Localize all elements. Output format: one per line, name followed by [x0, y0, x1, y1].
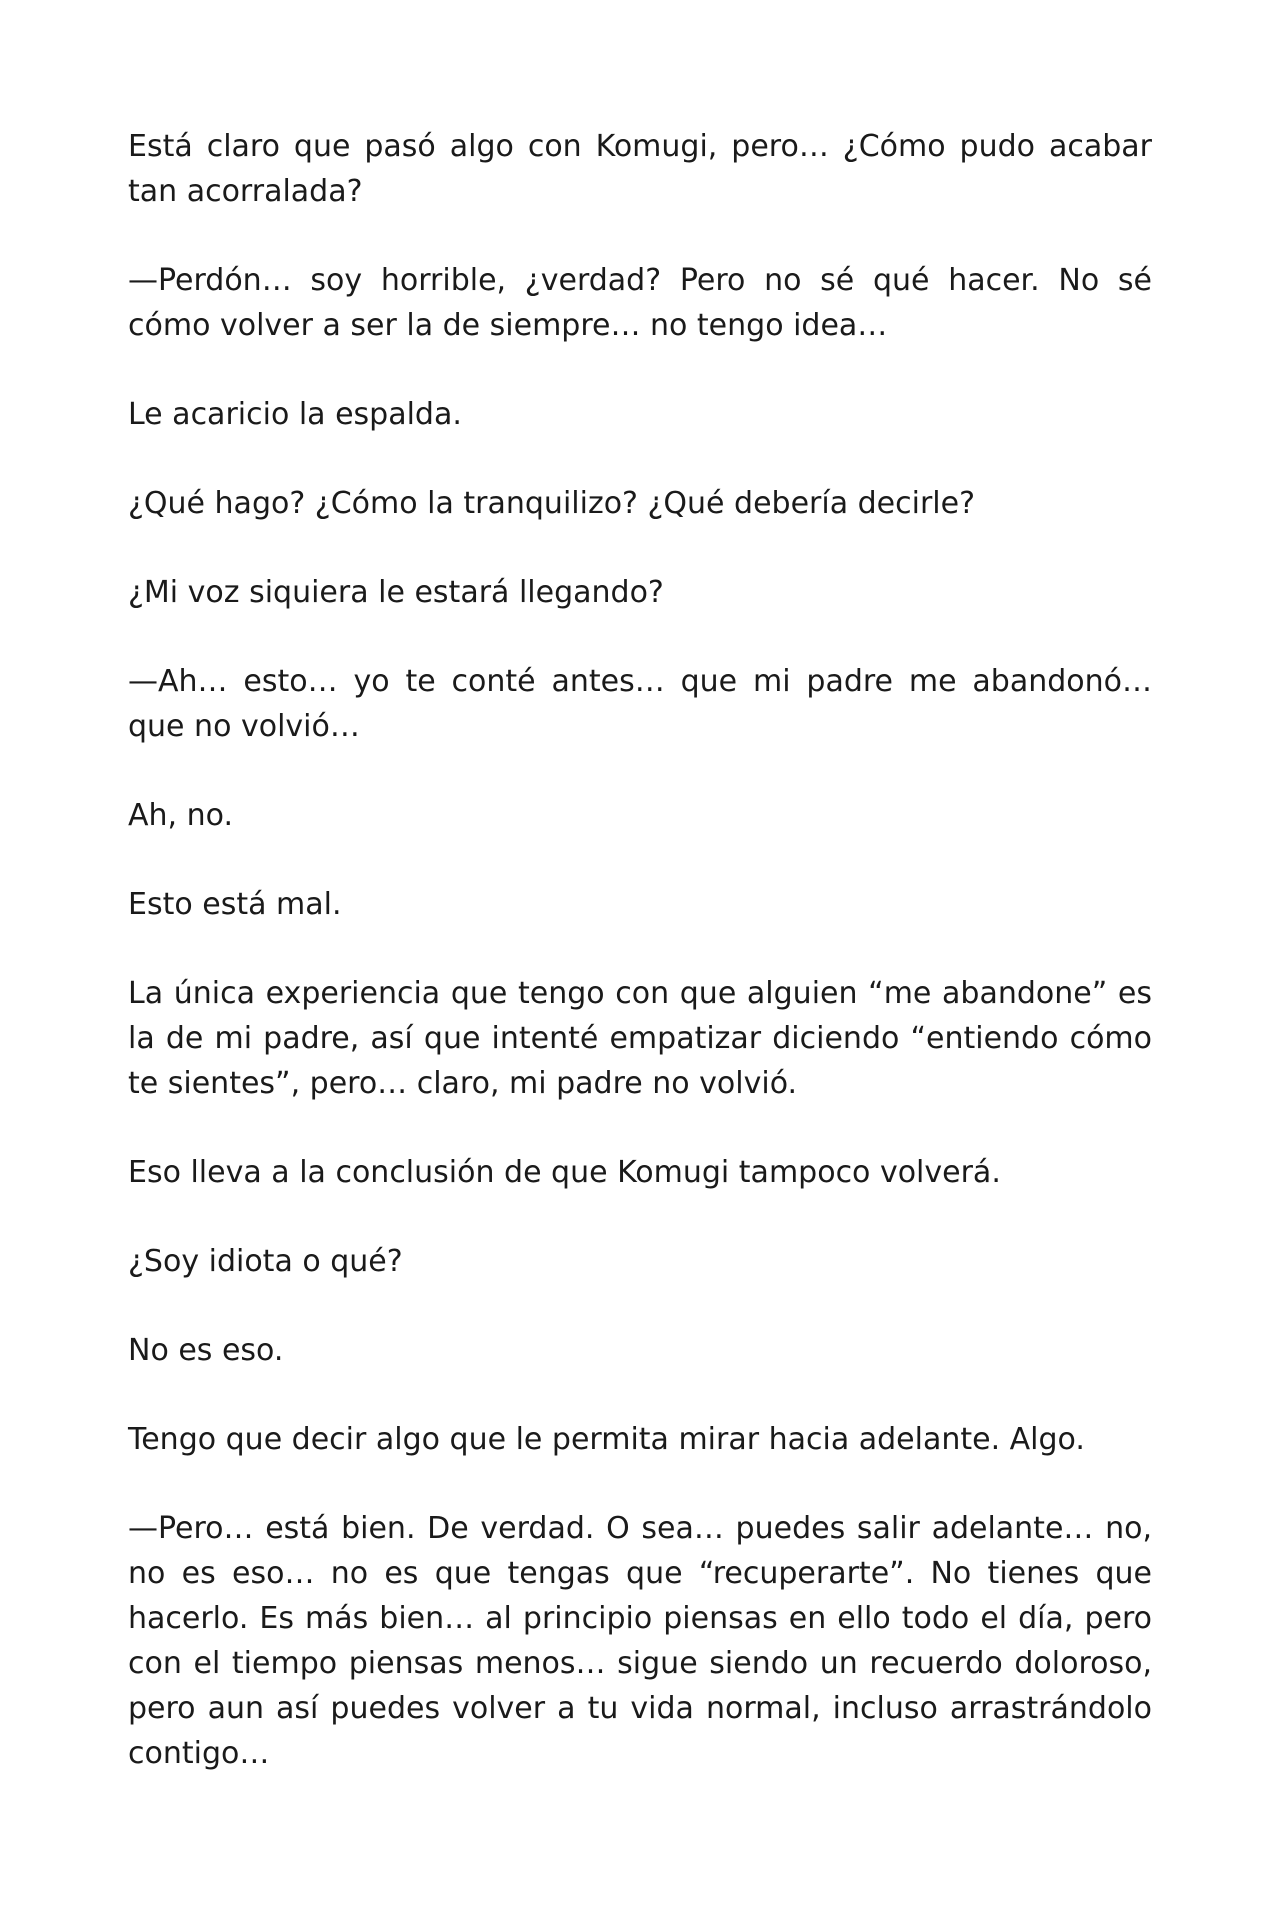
paragraph: —Pero… está bien. De verdad. O sea… puedes salir adelante… no, no es eso… no es que tengas que “recuperarte”. No tienes que hacerlo. Es más bien… al principio piensas en ello todo el día, pero con el tiempo piensas menos… sigue siendo un recuerdo doloroso, pero aun así puedes volver a tu vida normal, incluso arrastrándolo contigo…	[128, 1511, 1152, 1771]
paragraph: No es eso.	[128, 1333, 284, 1368]
paragraph: —Perdón… soy horrible, ¿verdad? Pero no sé qué hacer. No sé cómo volver a ser la de siempre… no tengo idea…	[128, 263, 1152, 343]
paragraph: Esto está mal.	[128, 887, 342, 922]
paragraph: ¿Mi voz siquiera le estará llegando?	[128, 575, 664, 610]
paragraph: La única experiencia que tengo con que alguien “me abandone” es la de mi padre, así que intenté empatizar diciendo “entiendo cómo te sientes”, pero… claro, mi padre no volvió.	[128, 976, 1152, 1101]
paragraph: Ah, no.	[128, 798, 233, 833]
paragraph: ¿Soy idiota o qué?	[128, 1244, 403, 1279]
paragraph: ¿Qué hago? ¿Cómo la tranquilizo? ¿Qué debería decirle?	[128, 486, 976, 521]
paragraph: Está claro que pasó algo con Komugi, pero… ¿Cómo pudo acabar tan acorralada?	[128, 129, 1152, 209]
paragraph: Eso lleva a la conclusión de que Komugi tampoco volverá.	[128, 1155, 1001, 1190]
paragraph: —Ah… esto… yo te conté antes… que mi padre me abandonó… que no volvió…	[128, 664, 1152, 744]
paragraph: Tengo que decir algo que le permita mirar hacia adelante. Algo.	[128, 1422, 1085, 1457]
document-page	[128, 124, 1152, 1820]
paragraph: Le acaricio la espalda.	[128, 397, 462, 432]
